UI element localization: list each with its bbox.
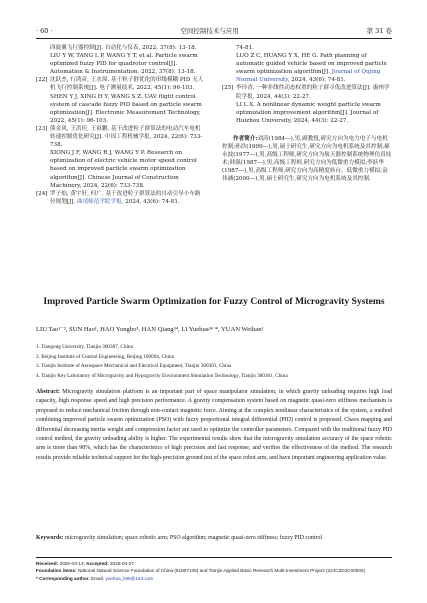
keywords-text: microgravity simulation; space robotic arm; PSO algorithm; magnetic quasi-zero stiffness; fuzzy PID control [64,535,323,541]
abstract-label: Abstract: [36,389,60,395]
journal-name: 空间控制技术与应用 [180,27,239,35]
page-number: · 60 · [36,26,53,35]
affiliation-item: 2. Beijing Institute of Control Engineering, Beijing 100094, China [36,353,174,360]
reference-entry: LI L X. A nonlinear dynamic weight particle swarm optimization improvement algorithm[J]. Journal of Huizhou University, 2024, 44(3): 22-27. [236,101,381,124]
references-right-column [222,44,392,184]
reference-entry: [23] 熊金风, 王洪佳, 王祖鹏. 基于改进粒子群算法的电动汽车电机转速控制优化研究[J]. 中国工程机械学报, 2024, 22(6): 733-738. [36,125,203,149]
footnote-rule [36,557,392,558]
reference-entry: SHEN Y J, XING H Y, WANG S Z. UAV flight control system of cascade fuzzy PID based on particle swarm optimization[J]. Electronic Measurement Technology, 2022, 45(1): 96-103. [50,93,202,124]
reference-entry: [24] 罗子灿, 黄宇轩, 何广. 基于改进粒子群算法的自动引导小车路径规划[J]. 曲靖师范学院学报, 2024, 43(6): 74-81. [36,190,201,205]
keywords-label: Keywords: [36,535,64,541]
reference-entry: 四旋翼飞行器控制[J]. 自动化与仪表, 2022, 37(8): 13-18. [50,45,197,51]
reference-entry: LIU Y W, TANG L P, WANG Y T, et al. Particle swarm optimized fuzzy PID for quadrotor control[J]. Automation & Instrumentation, 2022, 37(8): 13-18. [50,53,198,76]
affiliation-item: 1. Tiangong University, Tianjin 300387, China [36,344,133,350]
affiliation-item: 3. Tianjin Institute of Aerospace Mechanical and Electrical Equipment, Tianjin 300301, China [36,363,232,370]
keywords [36,534,392,543]
english-authors: LIU Tao¹⁻², SUN Hao¹, HAO Yongbo³, HAN Qiang³⁴, LI Yuehua³⁴ *, YUAN Weihan¹ [36,326,264,333]
reference-entry: 74-81. [236,45,254,51]
abstract-text: Microgravity simulation platform is an important part of space manipulator simulation, in which gravity unloading requires high load capacity, high response speed and high precision performance. A gravity compensation system based on magnetic quasi-zero stiffness mechanism is proposed to reduce mechanical friction through non-contact magnetic force. Aiming at the complex nonlinear characteristics of the system, a method combining improved particle swarm optimization (PSO) with fuzzy proportional integral differential (PID) control is proposed. Chaos mapping and differential decreasing inertia weight and compression factor are used to optimize the controller parameters. Compared with the traditional fuzzy PID control method, the gravity unloading ability is higher. The experimental results show that the microgravity simulation accuracy of the space robotic arm is more than 98%, which has the characteristics of high precision and fast response, and verifies the effectiveness of the method. The research results provide reliable technical support for the high-precision ground test of the space robot arm, and have important engineering application value. [36,389,392,461]
foundation-line: Foundation items: National Natural Science Foundation of China (51807139) and Tianjin Applied Basic Research Multi-Investment Project (22JCZDJC00930) [36,568,366,574]
volume-label: 第 31 卷 [366,27,392,35]
abstract [36,388,392,463]
corresponding-line: * Corresponding author. Email: yuehua_li88@163.com [36,575,154,581]
affiliation-item: 4. Tianjin Key Laboratory of Microgravity and Hypogravity Environment Simulation Technology, Tianjin 300301, China [36,372,288,379]
english-title: Improved Particle Swarm Optimization for Fuzzy Control of Microgravity Systems [43,296,385,307]
bio-label: 作者简介: [233,135,258,142]
reference-entry: [22] 沈跃杰, 行鸿彦, 王水璋. 基于粒子群优化的串级模糊 PID 无人机飞行控制系统[J]. 电子测量技术, 2022, 45(1): 96-103. [36,77,204,92]
dates-line: Received: 2025-03-13; Accepted: 2025-04-27 [36,561,135,566]
reference-entry: LUO Z C, HUANG Y X, HE G. Path planning of automatic guided vehicle based on improved particle swarm optimization algorithm[J]. Journal of Qujing Normal University, 2024, 43(6): 74-81. [236,53,387,84]
footnotes [36,560,392,582]
page-header [36,26,392,35]
bio-text: 刘涛(1984—),男,副教授,研究方向为电力电子与电机控制;孙浩(1999—),男,硕士研究生,研究方向为电机系统及其控制;郝永波(1977—),男,高级工程师,研究方向为航天器控制系统物理仿真技术;韩强(1987—),男,高级工程师,研究方向为低微重力模拟;李跃华(1987—),男,高级工程师,研究方向为高精度转台、低微重力模拟;袁伟涵(2000—),男,硕士研究生,研究方向为电机系统及其控制. [222,135,392,183]
references-left-column [36,44,204,206]
email-link[interactable]: yuehua_li88@163.com [105,575,154,581]
reference-entry: [25] 李玲香. 一种非线性动态权重的粒子群寻优改进算法[J]. 惠州学院学报, 2024, 44(3): 22-27. [222,85,390,100]
affiliations [36,343,392,381]
journal-link[interactable]: 曲靖师范学院学报 [76,198,122,205]
header-rule [36,38,392,39]
journal-link[interactable]: Journal of Qujing Normal University [236,69,381,84]
reference-entry: XIONG J F, WANG R J, WANG Y P. Research on optimization of electric vehicle motor speed control based on improved particle swarm optimization algorithm[J]. Chinese Journal of Construction Machinery, 2024, 22(6): 733-738. [50,150,197,189]
author-bio [222,135,392,184]
